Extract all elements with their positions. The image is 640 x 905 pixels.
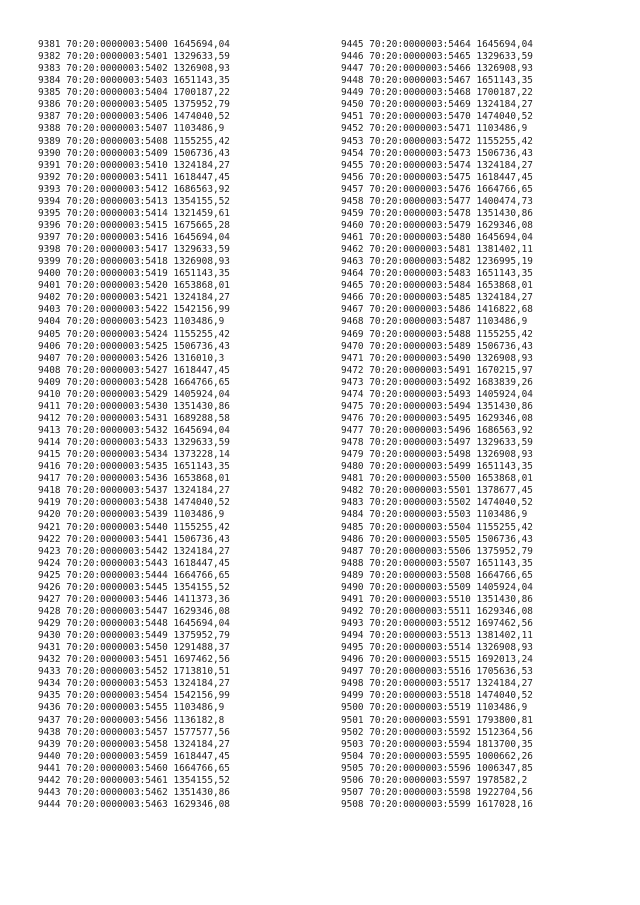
table-row: 9452 70:20:0000003:5471 1103486,9: [341, 123, 528, 135]
table-row: 9498 70:20:0000003:5517 1324184,27: [341, 678, 533, 690]
table-row: 9487 70:20:0000003:5506 1375952,79: [341, 545, 533, 557]
table-row: 9499 70:20:0000003:5518 1474040,52: [341, 690, 533, 702]
table-row: 9458 70:20:0000003:5477 1400474,73: [341, 195, 533, 207]
table-row: 9484 70:20:0000003:5503 1103486,9: [341, 509, 528, 521]
table-row: 9421 70:20:0000003:5440 1155255,42: [38, 521, 230, 533]
table-row: 9508 70:20:0000003:5599 1617028,16: [341, 798, 533, 810]
table-row: 9451 70:20:0000003:5470 1474040,52: [341, 111, 533, 123]
table-row: 9479 70:20:0000003:5498 1326908,93: [341, 449, 533, 461]
table-row: 9459 70:20:0000003:5478 1351430,86: [341, 207, 533, 219]
table-row: 9480 70:20:0000003:5499 1651143,35: [341, 461, 533, 473]
table-row: 9448 70:20:0000003:5467 1651143,35: [341, 75, 533, 87]
table-row: 9404 70:20:0000003:5423 1103486,9: [38, 316, 225, 328]
table-row: 9381 70:20:0000003:5400 1645694,04: [38, 39, 230, 50]
table-row: 9390 70:20:0000003:5409 1506736,43: [38, 147, 230, 159]
table-row: 9389 70:20:0000003:5408 1155255,42: [38, 135, 230, 147]
table-row: 9486 70:20:0000003:5505 1506736,43: [341, 533, 533, 545]
table-row: 9396 70:20:0000003:5415 1675665,28: [38, 219, 230, 231]
table-row: 9401 70:20:0000003:5420 1653868,01: [38, 280, 230, 292]
table-row: 9420 70:20:0000003:5439 1103486,9: [38, 509, 225, 521]
table-row: 9496 70:20:0000003:5515 1692013,24: [341, 654, 533, 666]
table-row: 9442 70:20:0000003:5461 1354155,52: [38, 774, 230, 786]
table-row: 9483 70:20:0000003:5502 1474040,52: [341, 497, 533, 509]
table-row: 9443 70:20:0000003:5462 1351430,86: [38, 786, 230, 798]
table-row: 9493 70:20:0000003:5512 1697462,56: [341, 618, 533, 629]
table-row: 9382 70:20:0000003:5401 1329633,59: [38, 51, 230, 63]
table-row: 9450 70:20:0000003:5469 1324184,27: [341, 99, 533, 111]
table-row: 9415 70:20:0000003:5434 1373228,14: [38, 449, 230, 461]
table-row: 9485 70:20:0000003:5504 1155255,42: [341, 521, 533, 533]
table-row: 9462 70:20:0000003:5481 1381402,11: [341, 244, 533, 256]
table-row: 9399 70:20:0000003:5418 1326908,93: [38, 256, 230, 268]
table-row: 9383 70:20:0000003:5402 1326908,93: [38, 63, 230, 75]
table-row: 9388 70:20:0000003:5407 1103486,9: [38, 123, 225, 135]
table-row: 9457 70:20:0000003:5476 1664766,65: [341, 183, 533, 195]
table-row: 9400 70:20:0000003:5419 1651143,35: [38, 268, 230, 280]
table-row: 9432 70:20:0000003:5451 1697462,56: [38, 654, 230, 666]
table-row: 9425 70:20:0000003:5444 1664766,65: [38, 569, 230, 581]
table-row: 9387 70:20:0000003:5406 1474040,52: [38, 111, 230, 123]
table-row: 9408 70:20:0000003:5427 1618447,45: [38, 364, 230, 376]
table-row: 9418 70:20:0000003:5437 1324184,27: [38, 485, 230, 497]
table-row: 9427 70:20:0000003:5446 1411373,36: [38, 593, 230, 605]
table-row: 9468 70:20:0000003:5487 1103486,9: [341, 316, 528, 328]
table-row: 9386 70:20:0000003:5405 1375952,79: [38, 99, 230, 111]
table-row: 9467 70:20:0000003:5486 1416822,68: [341, 304, 533, 316]
table-row: 9481 70:20:0000003:5500 1653868,01: [341, 473, 533, 485]
table-row: 9406 70:20:0000003:5425 1506736,43: [38, 340, 230, 352]
table-row: 9434 70:20:0000003:5453 1324184,27: [38, 678, 230, 690]
table-row: 9428 70:20:0000003:5447 1629346,08: [38, 605, 230, 617]
table-row: 9474 70:20:0000003:5493 1405924,04: [341, 388, 533, 400]
table-row: 9385 70:20:0000003:5404 1700187,22: [38, 87, 230, 99]
table-row: 9402 70:20:0000003:5421 1324184,27: [38, 292, 230, 304]
table-row: 9394 70:20:0000003:5413 1354155,52: [38, 195, 230, 207]
table-row: 9465 70:20:0000003:5484 1653868,01: [341, 280, 533, 292]
table-row: 9429 70:20:0000003:5448 1645694,04: [38, 618, 230, 629]
table-row: 9403 70:20:0000003:5422 1542156,99: [38, 304, 230, 316]
table-row: 9489 70:20:0000003:5508 1664766,65: [341, 569, 533, 581]
table-row: 9495 70:20:0000003:5514 1326908,93: [341, 642, 533, 654]
table-row: 9446 70:20:0000003:5465 1329633,59: [341, 51, 533, 63]
table-row: 9497 70:20:0000003:5516 1705636,53: [341, 666, 533, 678]
table-row: 9426 70:20:0000003:5445 1354155,52: [38, 581, 230, 593]
table-row: 9500 70:20:0000003:5519 1103486,9: [341, 702, 528, 714]
table-row: 9419 70:20:0000003:5438 1474040,52: [38, 497, 230, 509]
table-row: 9422 70:20:0000003:5441 1506736,43: [38, 533, 230, 545]
table-row: 9506 70:20:0000003:5597 1978582,2: [341, 774, 528, 786]
table-row: 9503 70:20:0000003:5594 1813700,35: [341, 738, 533, 750]
table-row: 9398 70:20:0000003:5417 1329633,59: [38, 244, 230, 256]
table-row: 9507 70:20:0000003:5598 1922704,56: [341, 786, 533, 798]
table-row: 9491 70:20:0000003:5510 1351430,86: [341, 593, 533, 605]
table-row: 9449 70:20:0000003:5468 1700187,22: [341, 87, 533, 99]
table-row: 9410 70:20:0000003:5429 1405924,04: [38, 388, 230, 400]
table-row: 9414 70:20:0000003:5433 1329633,59: [38, 437, 230, 449]
table-row: 9456 70:20:0000003:5475 1618447,45: [341, 171, 533, 183]
table-row: 9413 70:20:0000003:5432 1645694,04: [38, 425, 230, 436]
table-row: 9440 70:20:0000003:5459 1618447,45: [38, 750, 230, 762]
table-row: 9444 70:20:0000003:5463 1629346,08: [38, 798, 230, 810]
table-row: 9472 70:20:0000003:5491 1670215,97: [341, 364, 533, 376]
table-row: 9463 70:20:0000003:5482 1236995,19: [341, 256, 533, 268]
table-row: 9478 70:20:0000003:5497 1329633,59: [341, 437, 533, 449]
table-row: 9453 70:20:0000003:5472 1155255,42: [341, 135, 533, 147]
table-row: 9469 70:20:0000003:5488 1155255,42: [341, 328, 533, 340]
right-column: [341, 39, 533, 811]
table-row: 9488 70:20:0000003:5507 1651143,35: [341, 557, 533, 569]
table-row: 9431 70:20:0000003:5450 1291488,37: [38, 642, 230, 654]
table-row: 9423 70:20:0000003:5442 1324184,27: [38, 545, 230, 557]
table-row: 9397 70:20:0000003:5416 1645694,04: [38, 232, 230, 243]
table-row: 9475 70:20:0000003:5494 1351430,86: [341, 400, 533, 412]
table-row: 9409 70:20:0000003:5428 1664766,65: [38, 376, 230, 388]
table-row: 9411 70:20:0000003:5430 1351430,86: [38, 400, 230, 412]
table-row: 9392 70:20:0000003:5411 1618447,45: [38, 171, 230, 183]
table-row: 9492 70:20:0000003:5511 1629346,08: [341, 605, 533, 617]
table-row: 9471 70:20:0000003:5490 1326908,93: [341, 352, 533, 364]
table-row: 9477 70:20:0000003:5496 1686563,92: [341, 425, 533, 436]
table-row: 9455 70:20:0000003:5474 1324184,27: [341, 159, 533, 171]
table-row: 9482 70:20:0000003:5501 1378677,45: [341, 485, 533, 497]
table-row: 9439 70:20:0000003:5458 1324184,27: [38, 738, 230, 750]
table-row: 9502 70:20:0000003:5592 1512364,56: [341, 726, 533, 738]
table-row: 9505 70:20:0000003:5596 1006347,85: [341, 762, 533, 774]
table-row: 9395 70:20:0000003:5414 1321459,61: [38, 207, 230, 219]
table-row: 9438 70:20:0000003:5457 1577577,56: [38, 726, 230, 738]
table-row: 9436 70:20:0000003:5455 1103486,9: [38, 702, 225, 714]
table-row: 9460 70:20:0000003:5479 1629346,08: [341, 219, 533, 231]
table-row: 9490 70:20:0000003:5509 1405924,04: [341, 581, 533, 593]
table-row: 9501 70:20:0000003:5591 1793800,81: [341, 714, 533, 726]
table-row: 9437 70:20:0000003:5456 1136182,8: [38, 714, 225, 726]
table-row: 9470 70:20:0000003:5489 1506736,43: [341, 340, 533, 352]
table-row: 9461 70:20:0000003:5480 1645694,04: [341, 232, 533, 243]
table-row: 9384 70:20:0000003:5403 1651143,35: [38, 75, 230, 87]
table-row: 9407 70:20:0000003:5426 1316010,3: [38, 352, 225, 364]
table-row: 9417 70:20:0000003:5436 1653868,01: [38, 473, 230, 485]
table-row: 9476 70:20:0000003:5495 1629346,08: [341, 412, 533, 424]
table-row: 9405 70:20:0000003:5424 1155255,42: [38, 328, 230, 340]
table-row: 9430 70:20:0000003:5449 1375952,79: [38, 630, 230, 642]
table-row: 9473 70:20:0000003:5492 1683839,26: [341, 376, 533, 388]
table-row: 9416 70:20:0000003:5435 1651143,35: [38, 461, 230, 473]
table-row: 9412 70:20:0000003:5431 1689288,58: [38, 412, 230, 424]
table-row: 9433 70:20:0000003:5452 1713810,51: [38, 666, 230, 678]
table-row: 9454 70:20:0000003:5473 1506736,43: [341, 147, 533, 159]
table-row: 9466 70:20:0000003:5485 1324184,27: [341, 292, 533, 304]
left-column: [38, 39, 230, 811]
table-row: 9424 70:20:0000003:5443 1618447,45: [38, 557, 230, 569]
table-row: 9447 70:20:0000003:5466 1326908,93: [341, 63, 533, 75]
table-row: 9391 70:20:0000003:5410 1324184,27: [38, 159, 230, 171]
table-row: 9504 70:20:0000003:5595 1000662,26: [341, 750, 533, 762]
table-row: 9464 70:20:0000003:5483 1651143,35: [341, 268, 533, 280]
table-row: 9441 70:20:0000003:5460 1664766,65: [38, 762, 230, 774]
table-row: 9393 70:20:0000003:5412 1686563,92: [38, 183, 230, 195]
table-row: 9435 70:20:0000003:5454 1542156,99: [38, 690, 230, 702]
table-row: 9494 70:20:0000003:5513 1381402,11: [341, 630, 533, 642]
table-row: 9445 70:20:0000003:5464 1645694,04: [341, 39, 533, 50]
